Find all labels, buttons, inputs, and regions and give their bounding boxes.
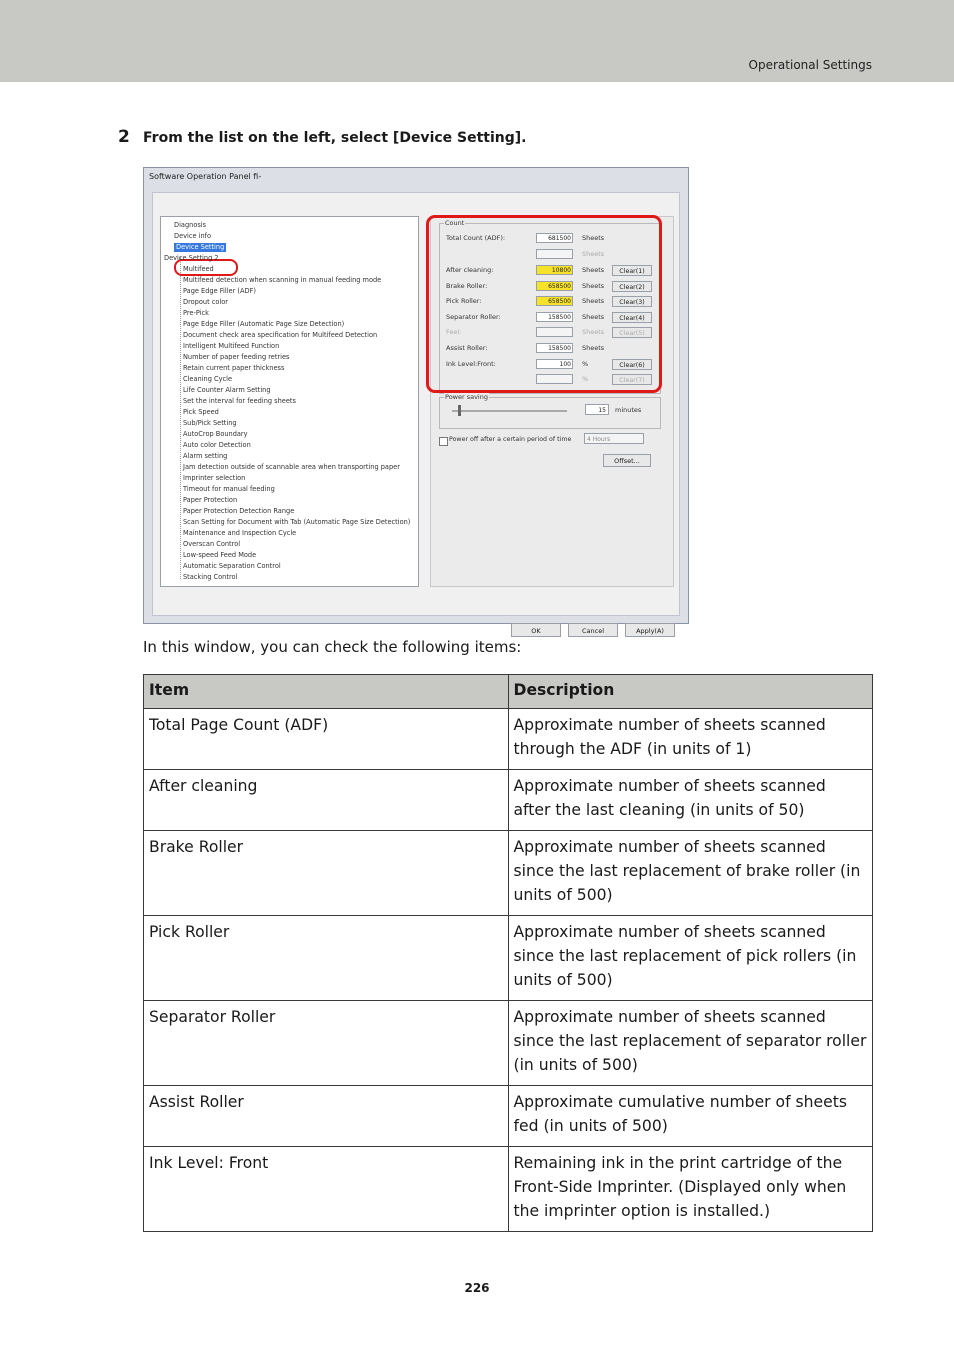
- tree-item[interactable]: Paper Protection: [183, 496, 238, 504]
- apply-button[interactable]: Apply(A): [625, 623, 675, 637]
- count-value-field: 658500: [536, 296, 573, 306]
- description-cell: Remaining ink in the print cartridge of the Front-Side Imprinter. (Displayed only when the imprinter option is installed.): [508, 1147, 873, 1232]
- tree-item[interactable]: Diagnosis: [174, 221, 207, 229]
- tree-item[interactable]: Dropout color: [183, 298, 228, 306]
- count-unit: %: [582, 360, 589, 368]
- count-value-field: 100: [536, 359, 573, 369]
- description-cell: Approximate number of sheets scanned since the last replacement of separator roller (in units of 500): [508, 1001, 873, 1086]
- table-row: [144, 1086, 873, 1147]
- count-value-field: 158500: [536, 312, 573, 322]
- tree-item[interactable]: Device info: [174, 232, 212, 240]
- tree-item[interactable]: Overscan Control: [183, 540, 241, 548]
- power-slider-track: [452, 410, 567, 412]
- table-row: [144, 1001, 873, 1086]
- count-highlight-box: [426, 215, 662, 393]
- count-unit: Sheets: [582, 344, 605, 352]
- count-group-label: Count: [445, 219, 465, 227]
- clear-button[interactable]: Clear(7): [612, 374, 652, 385]
- clear-button[interactable]: Clear(6): [612, 359, 652, 370]
- count-value-field: 681500: [536, 233, 573, 243]
- table-row: [144, 709, 873, 770]
- tree-item[interactable]: Page Edge Filler (Automatic Page Size Detection): [183, 320, 345, 328]
- count-unit: %: [582, 375, 589, 383]
- description-cell: Approximate number of sheets scanned since the last replacement of pick rollers (in units of 500): [508, 916, 873, 1001]
- count-label: Assist Roller:: [446, 344, 488, 352]
- tree-item[interactable]: Multifeed detection when scanning in manual feeding mode: [183, 276, 382, 284]
- intro-text: In this window, you can check the following items:: [143, 638, 522, 656]
- count-label: Brake Roller:: [446, 282, 488, 290]
- tree-item[interactable]: Page Edge Filler (ADF): [183, 287, 256, 295]
- power-off-checkbox[interactable]: [439, 437, 448, 446]
- tree-item[interactable]: Number of paper feeding retries: [183, 353, 290, 361]
- tree-item[interactable]: Maintenance and Inspection Cycle: [183, 529, 297, 537]
- step-instruction: From the list on the left, select [Device Setting].: [143, 130, 527, 146]
- table-row: [144, 916, 873, 1001]
- clear-button[interactable]: Clear(5): [612, 327, 652, 338]
- power-off-label: Power off after a certain period of time: [449, 436, 572, 443]
- tree-item[interactable]: Cleaning Cycle: [183, 375, 233, 383]
- table-row: [144, 770, 873, 831]
- step-number: 2: [118, 127, 130, 147]
- section-title: Operational Settings: [748, 58, 872, 72]
- clear-button[interactable]: Clear(1): [612, 265, 652, 276]
- window-title: Software Operation Panel fi-: [149, 172, 262, 181]
- cancel-button[interactable]: Cancel: [568, 623, 618, 637]
- offset-button[interactable]: Offset...: [603, 454, 651, 467]
- count-value-field: 10800: [536, 265, 573, 275]
- tree-item[interactable]: Automatic Separation Control: [183, 562, 281, 570]
- tree-connector: [180, 257, 182, 579]
- hours-select[interactable]: 4 Hours: [584, 433, 644, 444]
- software-operation-panel-screenshot: [143, 167, 689, 635]
- tree-item[interactable]: Pre-Pick: [183, 309, 209, 317]
- count-unit: Sheets: [582, 328, 605, 336]
- tree-item[interactable]: Scan Setting for Document with Tab (Automatic Page Size Detection): [183, 518, 411, 526]
- power-saving-group: [439, 393, 661, 429]
- clear-button[interactable]: Clear(4): [612, 312, 652, 323]
- item-cell: Ink Level: Front: [144, 1147, 509, 1232]
- tree-item[interactable]: Document check area specification for Multifeed Detection: [183, 331, 378, 339]
- tree-item[interactable]: Pick Speed: [183, 408, 219, 416]
- tree-item[interactable]: Device Setting: [176, 243, 225, 251]
- tree-item[interactable]: Jam detection outside of scannable area when transporting paper: [183, 463, 400, 471]
- table-header-row: [144, 675, 873, 709]
- clear-button[interactable]: Clear(3): [612, 296, 652, 307]
- count-value-field: 158500: [536, 343, 573, 353]
- item-cell: Total Page Count (ADF): [144, 709, 509, 770]
- tree-item[interactable]: Timeout for manual feeding: [183, 485, 275, 493]
- description-cell: Approximate number of sheets scanned after the last cleaning (in units of 50): [508, 770, 873, 831]
- page-number: 226: [464, 1281, 490, 1295]
- column-header-description: Description: [508, 675, 873, 709]
- tree-item[interactable]: Alarm setting: [183, 452, 228, 460]
- count-unit: Sheets: [582, 266, 605, 274]
- power-slider-thumb[interactable]: [458, 405, 461, 416]
- tree-item[interactable]: Paper Protection Detection Range: [183, 507, 295, 515]
- tree-item[interactable]: Device Setting 2: [164, 254, 219, 262]
- tree-item[interactable]: Sub/Pick Setting: [183, 419, 237, 427]
- power-group-label: Power saving: [445, 393, 488, 401]
- count-label: Total Count (ADF):: [446, 234, 506, 242]
- tree-item[interactable]: Set the interval for feeding sheets: [183, 397, 296, 405]
- clear-button[interactable]: Clear(2): [612, 281, 652, 292]
- count-unit: Sheets: [582, 313, 605, 321]
- description-cell: Approximate cumulative number of sheets fed (in units of 500): [508, 1086, 873, 1147]
- tree-item[interactable]: Intelligent Multifeed Function: [183, 342, 280, 350]
- count-label: Pick Roller:: [446, 297, 482, 305]
- tree-item[interactable]: Auto color Detection: [183, 441, 251, 449]
- tree-item[interactable]: Imprinter selection: [183, 474, 246, 482]
- column-header-item: Item: [144, 675, 509, 709]
- item-cell: Separator Roller: [144, 1001, 509, 1086]
- items-table: [143, 674, 873, 1232]
- tree-item[interactable]: Stacking Control: [183, 573, 238, 581]
- tree-item[interactable]: Retain current paper thickness: [183, 364, 285, 372]
- item-cell: After cleaning: [144, 770, 509, 831]
- tree-item[interactable]: Low-speed Feed Mode: [183, 551, 257, 559]
- table-row: [144, 1147, 873, 1232]
- count-value-field: 658500: [536, 281, 573, 291]
- minutes-label: minutes: [615, 406, 642, 414]
- ok-button[interactable]: OK: [511, 623, 561, 637]
- item-cell: Brake Roller: [144, 831, 509, 916]
- tree-item[interactable]: Multifeed: [183, 265, 214, 273]
- item-cell: Assist Roller: [144, 1086, 509, 1147]
- description-cell: Approximate number of sheets scanned since the last replacement of brake roller (in units of 500): [508, 831, 873, 916]
- count-unit: Sheets: [582, 297, 605, 305]
- description-cell: Approximate number of sheets scanned through the ADF (in units of 1): [508, 709, 873, 770]
- table-row: [144, 831, 873, 916]
- count-label: Feel:: [446, 328, 462, 336]
- minutes-input[interactable]: 15: [585, 404, 609, 415]
- tree-item[interactable]: AutoCrop Boundary: [183, 430, 248, 438]
- count-label: Separator Roller:: [446, 313, 501, 321]
- count-unit: Sheets: [582, 250, 605, 258]
- settings-tree: [160, 216, 419, 587]
- count-unit: Sheets: [582, 282, 605, 290]
- count-unit: Sheets: [582, 234, 605, 242]
- tree-item[interactable]: Life Counter Alarm Setting: [183, 386, 271, 394]
- count-label: Ink Level:Front:: [446, 360, 496, 368]
- count-label: After cleaning:: [446, 266, 494, 274]
- item-cell: Pick Roller: [144, 916, 509, 1001]
